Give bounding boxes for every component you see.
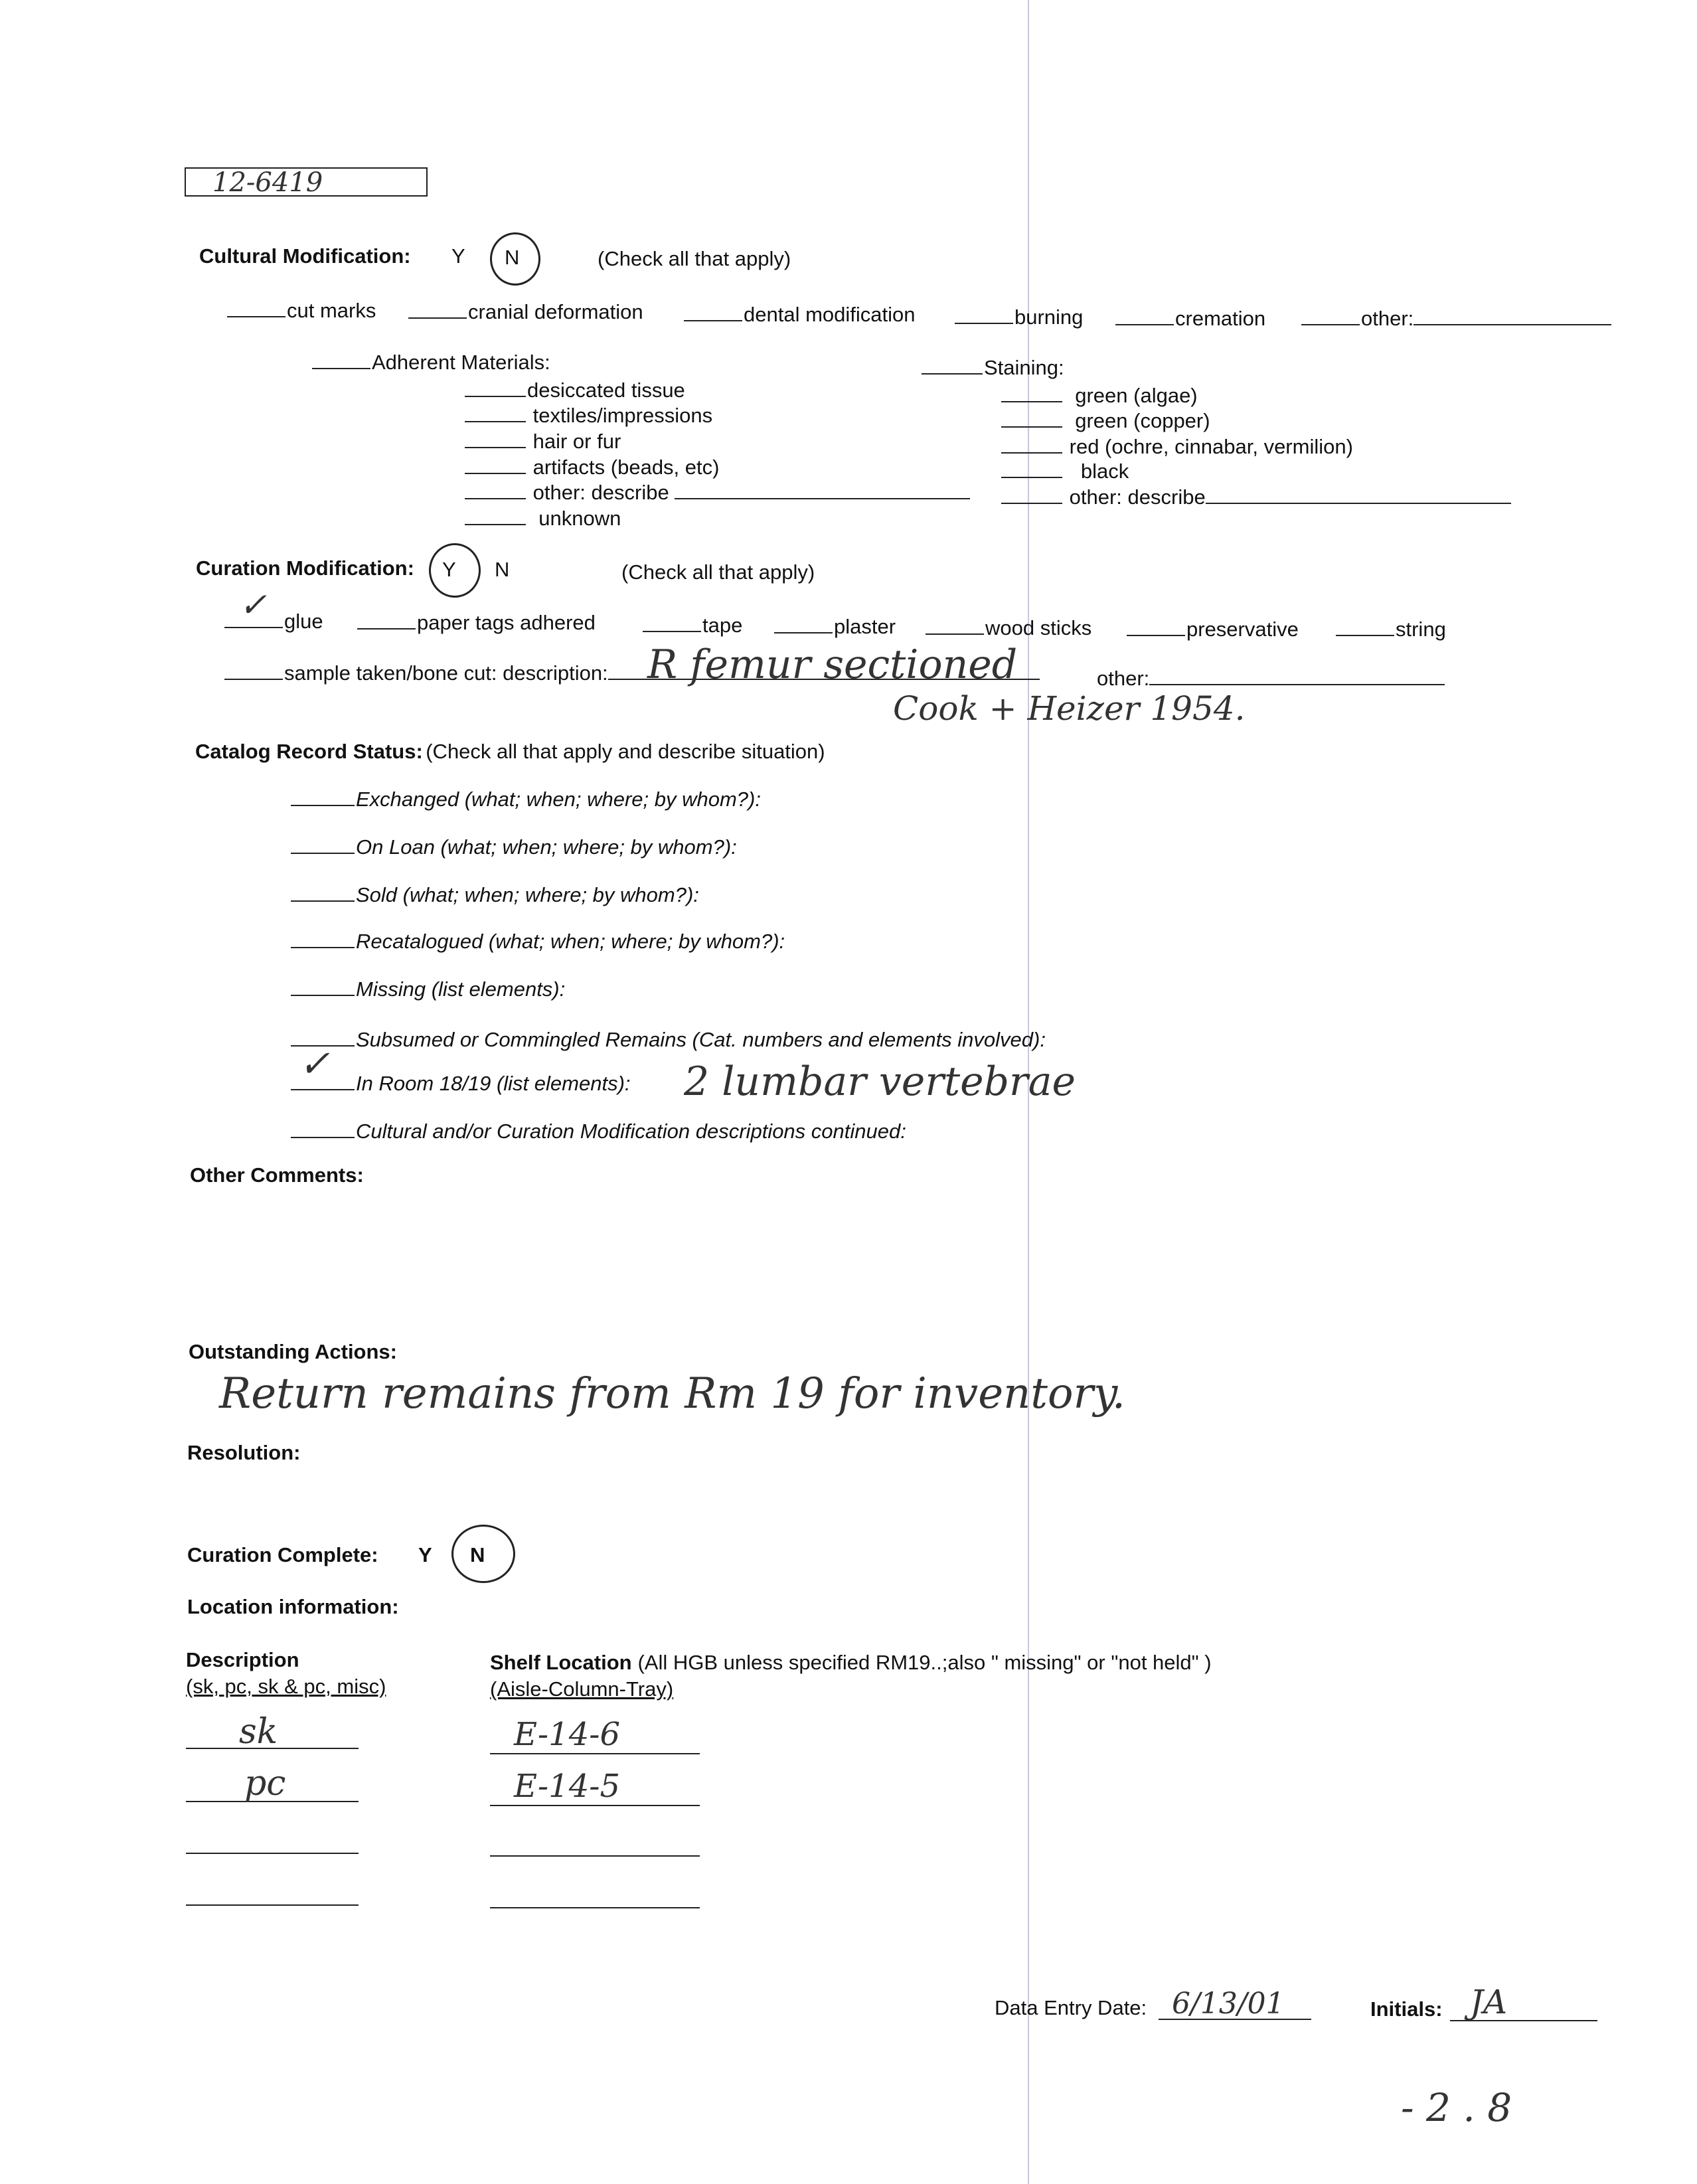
staining-black: black <box>1001 460 1129 483</box>
glue-checkmark: ✓ <box>239 586 267 624</box>
location-row-shelf-1: E-14-6 <box>490 1753 700 1754</box>
resolution-label: Resolution: <box>187 1441 301 1464</box>
curation-paper-tags: paper tags adhered <box>357 611 596 635</box>
adherent-textiles: textiles/impressions <box>465 404 712 428</box>
curation-complete-y: Y <box>418 1543 432 1566</box>
curation-note: (Check all that apply) <box>621 560 815 584</box>
room-elements: 2 lumbar vertebrae <box>684 1058 1076 1105</box>
cultural-burning: burning <box>955 305 1083 329</box>
data-entry-date-line: 6/13/01 <box>1159 2019 1311 2020</box>
record-number-box <box>185 167 428 197</box>
catalog-missing: Missing (list elements): <box>291 977 565 1001</box>
outstanding-actions-value: Return remains from Rm 19 for inventory. <box>219 1369 1126 1418</box>
staining-label-row: Staining: <box>922 356 1064 380</box>
catalog-continued: Cultural and/or Curation Modification descriptions continued: <box>291 1120 906 1143</box>
catalog-subsumed: Subsumed or Commingled Remains (Cat. numbers and elements involved): <box>291 1028 1046 1052</box>
curation-string: string <box>1336 618 1446 641</box>
adherent-other: other: describe <box>465 481 971 505</box>
initials-line: JA <box>1450 2020 1597 2021</box>
curation-complete-label: Curation Complete: <box>187 1543 378 1566</box>
catalog-sold: Sold (what; when; where; by whom?): <box>291 883 699 907</box>
location-row-desc-3 <box>186 1853 359 1854</box>
catalog-recatalogued: Recatalogued (what; when; where; by whom?): <box>291 930 785 954</box>
cultural-modification-row <box>199 244 411 268</box>
location-row-shelf-2: E-14-5 <box>490 1805 700 1806</box>
record-number: 12-6419 <box>212 167 323 198</box>
cultural-n-circle <box>490 232 540 286</box>
shelf-header: Shelf Location (All HGB unless specified RM19..;also " missing" or "not held" ) <box>490 1651 1212 1674</box>
curation-preservative: preservative <box>1127 618 1299 641</box>
catalog-header: Catalog Record Status: (Check all that apply and describe situation) <box>195 740 825 763</box>
sample-row: sample taken/bone cut: description: <box>224 661 1041 685</box>
cultural-n: N <box>505 246 520 269</box>
shelf-sub: (Aisle-Column-Tray) <box>490 1677 674 1701</box>
adherent-hair: hair or fur <box>465 430 621 454</box>
location-row-desc-1: sk <box>186 1748 359 1749</box>
staining-green-copper: green (copper) <box>1001 409 1210 433</box>
curation-y: Y <box>442 558 456 581</box>
location-row-shelf-4 <box>490 1907 700 1908</box>
curation-tape: tape <box>643 614 742 637</box>
curation-complete-n-circle <box>451 1525 515 1583</box>
curation-label: Curation Modification: <box>196 556 414 580</box>
outstanding-actions-label: Outstanding Actions: <box>189 1340 397 1363</box>
initials-label: Initials: <box>1370 1997 1443 2021</box>
staining-other: other: describe <box>1001 485 1512 509</box>
location-row-shelf-3 <box>490 1855 700 1857</box>
cultural-dental-modification: dental modification <box>684 303 916 327</box>
curation-glue: glue <box>224 610 323 633</box>
cultural-y: Y <box>451 244 465 268</box>
cultural-cranial-deformation: cranial deformation <box>408 300 643 324</box>
staining-green-algae: green (algae) <box>1001 384 1198 408</box>
curation-complete-n: N <box>470 1543 485 1566</box>
adherent-label-row: Adherent Materials: <box>312 351 550 375</box>
curation-wood-sticks: wood sticks <box>926 616 1091 640</box>
cultural-cremation: cremation <box>1115 307 1265 331</box>
curation-n: N <box>495 558 510 581</box>
other-comments-label: Other Comments: <box>190 1163 364 1187</box>
location-row-desc-2: pc <box>186 1801 359 1802</box>
cultural-other: other: <box>1301 307 1613 331</box>
cultural-note: (Check all that apply) <box>598 247 791 270</box>
adherent-desiccated: desiccated tissue <box>465 378 685 402</box>
sample-description: R femur sectioned <box>647 641 1018 688</box>
catalog-exchanged: Exchanged (what; when; where; by whom?): <box>291 788 761 811</box>
sample-citation: Cook + Heizer 1954. <box>893 689 1246 728</box>
location-label: Location information: <box>187 1595 399 1618</box>
cultural-label: Cultural Modification: <box>199 244 411 268</box>
curation-plaster: plaster <box>774 615 896 639</box>
staining-red: red (ochre, cinnabar, vermilion) <box>1001 435 1353 459</box>
catalog-on-loan: On Loan (what; when; where; by whom?): <box>291 835 737 859</box>
description-sub: (sk, pc, sk & pc, misc) <box>186 1675 386 1698</box>
room-checkmark: ✓ <box>299 1043 330 1086</box>
curation-y-circle <box>429 543 481 598</box>
catalog-room: In Room 18/19 (list elements): <box>291 1072 631 1096</box>
location-row-desc-4 <box>186 1904 359 1906</box>
cultural-cut-marks: cut marks <box>227 299 376 323</box>
description-header: Description <box>186 1648 299 1671</box>
sample-other: other: <box>1097 667 1446 691</box>
adherent-unknown: unknown <box>465 507 621 531</box>
adherent-artifacts: artifacts (beads, etc) <box>465 456 719 479</box>
page-mark: - 2 . 8 <box>1401 2085 1512 2130</box>
data-entry-date-label: Data Entry Date: <box>995 1996 1147 2019</box>
